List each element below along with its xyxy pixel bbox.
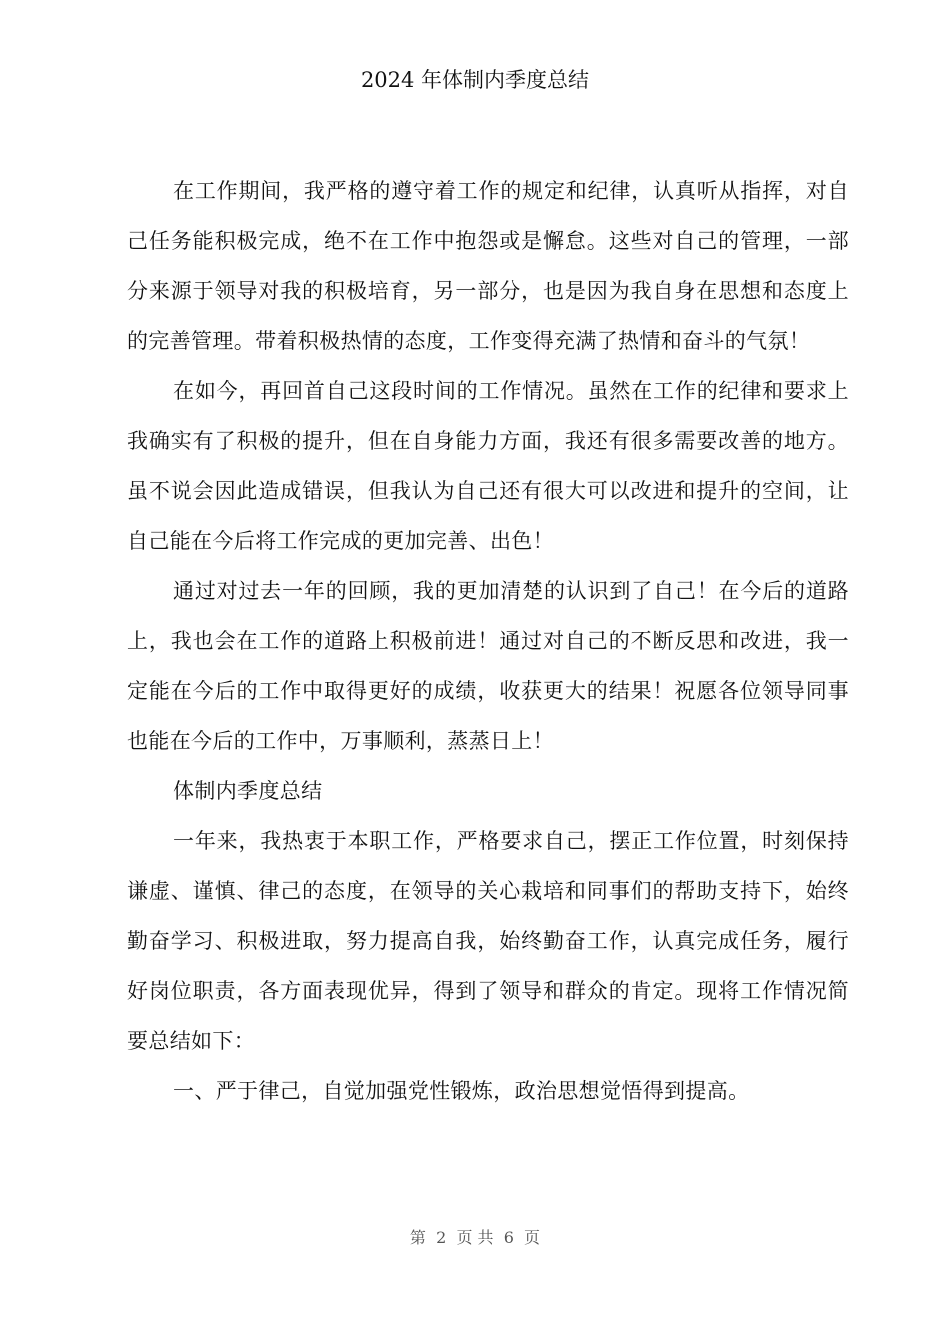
paragraph-5: 一、严于律己，自觉加强党性锻炼，政治思想觉悟得到提高。 [173,1079,750,1103]
section-heading: 体制内季度总结 [173,779,323,803]
paragraph-2: 在如今，再回首自己这段时间的工作情况。虽然在工作的纪律和要求上我确实有了积极的提升，但在自身能力方面，我还有很多需要改善的地方。虽不说会因此造成错误，但我认为自己还有很大可以改进和提升的空间，让自己能在今后将工作完成的更加完善、出色！ [127,379,849,553]
paragraph-1: 在工作期间，我严格的遵守着工作的规定和纪律，认真听从指挥，对自己任务能积极完成，绝不在工作中抱怨或是懈怠。这些对自己的管理，一部分来源于领导对我的积极培育，另一部分，也是因为我自身在思想和态度上的完善管理。带着积极热情的态度，工作变得充满了热情和奋斗的气氛！ [127,179,849,353]
document-body [127,166,849,1116]
paragraph-3: 通过对过去一年的回顾，我的更加清楚的认识到了自己！在今后的道路上，我也会在工作的道路上积极前进！通过对自己的不断反思和改进，我一定能在今后的工作中取得更好的成绩，收获更大的结果！祝愿各位领导同事也能在今后的工作中，万事顺利，蒸蒸日上！ [127,579,849,753]
document-title: 2024 年体制内季度总结 [360,68,590,92]
page-number-footer: 第 2 页 共 6 页 [409,1228,541,1247]
paragraph-4: 一年来，我热衷于本职工作，严格要求自己，摆正工作位置，时刻保持谦虚、谨慎、律己的态度，在领导的关心栽培和同事们的帮助支持下，始终勤奋学习、积极进取，努力提高自我，始终勤奋工作，认真完成任务，履行好岗位职责，各方面表现优异，得到了领导和群众的肯定。现将工作情况简要总结如下： [127,829,849,1053]
